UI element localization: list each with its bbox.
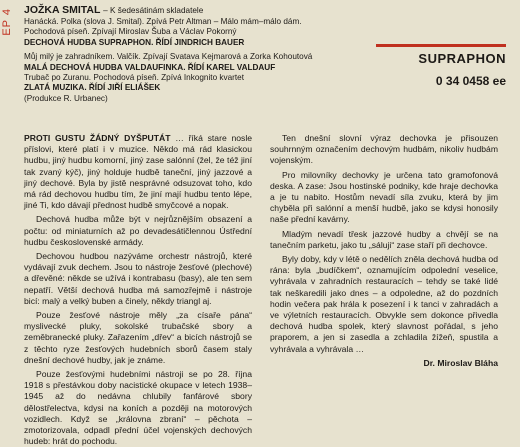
performer-a: DECHOVÁ HUDBA SUPRAPHON. ŘÍDÍ JINDRICH BAUER — [24, 37, 245, 47]
track-b2-title: Trubač po Zuranu. Pochodová píseň. Zpívá Inkognito kvartet — [24, 73, 244, 83]
author-signature: Dr. Miroslav Bláha — [423, 357, 498, 368]
production-credit: (Produkce R. Urbanec) — [24, 93, 108, 103]
composer-dedication: – K šedesátinám skladatele — [103, 6, 204, 15]
label-name: SUPRAPHON — [418, 51, 506, 66]
paragraph-1-text: … říká stare nosle příslovi, které platí i v muzice. Někdo má rád klasickou hudbu, jiný hudbu komorní, jiný zase salónní (žel, že též jiní tak zvaný kýč), jiný holduje hudbě taneční, jiný jazzové a jiný dechové. Byla by jistě nesprávné odsuzovat toho, kdo má rád dechovou hudbu tím, že jiní mají hudbu tento lépe, jiné Ti, kdo dávají přednost hudbě smyčcové a nopak. — [24, 133, 253, 211]
paragraph-7: Pro milovníky dechovky je určena tato gramofonová deska. A zase: Jsou hostinské podniky, kde hraje dechovka a je tu nabito. Hostům nevadí síla zvuku, která by jim chyběla při salónní a menší hudbě, jako se kdysi honosily naše přední kavárny. — [270, 169, 498, 225]
paragraph-8: Mladým nevadí třesk jazzové hudby a chvějí se na tanečním parketu, jako tu „sáluji“ zase staří při dechovce. — [270, 228, 498, 250]
paragraph-5: Pouze žesťovými hudebními nástroji se po 28. října 1918 s přestávkou doby nacistické okupace v letech 1938–1945 až do nedávna chlubily fanfárové sbory dělostřelectva, kdysi na koních a později na motorových vozidlech. Když se „královna zbraní“ – pěchota – zmotorizovala, odpadl přední účel vojenských dechových hudeb: hrát do pochodu. — [24, 369, 252, 447]
track-a1-title: Hanácká. Polka (slova J. Smital). Zpívá Petr Altman – Málo mám–málo dám. — [24, 17, 302, 26]
label-rule — [376, 44, 506, 47]
liner-notes-column-right — [270, 133, 498, 400]
composer-name: JOŽKA SMITAL — [24, 4, 101, 16]
track-b1-title: Můj milý je zahradníkem. Valčík. Zpívají Svatava Kejmarová a Zorka Kohoutová — [24, 52, 313, 62]
article-headline: PROTI GUSTU ŽÁDNÝ DYŠPUTÁT — [24, 133, 171, 143]
performer-b2: ZLATÁ MUZIKA. ŘÍDÍ JIŘÍ ELIÁŠEK — [24, 83, 161, 93]
side-code: EP 4 — [1, 8, 13, 36]
paragraph-3: Dechovou hudbou nazýváme orchestr nástrojů, které vydávají zvuk dechem. Jsou to nástroje žesťové (plechové) a dřevěné: někde se užívá i kontrabasu (basy), ale ten sem nepatří. Větší dechová hudba má samozřejmě i nástroje bicí: malý a velký buben a činely, někdy triangl aj. — [24, 251, 252, 306]
performer-b1: MALÁ DECHOVÁ HUDBA VALDAUFINKA. ŘÍDÍ KAREL VALDAUF — [24, 62, 276, 72]
catalog-number: 0 34 0458 ee — [435, 74, 506, 88]
paragraph-9: Byly doby, kdy v létě o nedělích zněla dechová hudba od rána: byla „budíčkem“, oznamujícím odpolední veselice, vyhrávala v zahradních restauracích – tehdy se také lidé tak neškaredili jako dnes – a odpoledne, až do pozdních hodin večera pak hrála k posezení i k tanci v zahradách a ve výletních restauracích. Obvykle sem dokonce přivedla dechová hudba spolek, který slavnost pořádal, s jeho praporem, a jen si zasedla a zchladila žížeň, spustila a vyhrávala a vyhrávala … — [270, 254, 498, 354]
paragraph-1 — [24, 133, 252, 211]
liner-notes — [24, 133, 514, 447]
paragraph-4: Pouze žesťové nástroje měly „za císaře pána“ myslivecké pluky, sokolské trubačské sbory a zeměbranecké pluky. Zařazením „dřev“ a bicích nástrojů se z těchto ryze žesťových hudebních sborů časem staly dnešní dechové hudby, jak je známe. — [24, 310, 252, 365]
liner-notes-column-left — [24, 133, 253, 447]
paragraph-2: Dechová hudba může být v nejrůznějším obsazení a počtu: od miniaturních až po devadesátičlennou Ústřední hudbu československé armády. — [24, 214, 252, 247]
tracklist-header — [24, 4, 364, 104]
track-a2-title: Pochodová píseň. Zpívají Miroslav Šuba a Václav Pokorný — [24, 27, 237, 37]
paragraph-6: Ten dnešní slovní výraz dechovka je přisouzen souhrnným označením dechovým hudbám, nikoliv hudbám vojenským. — [270, 133, 498, 166]
label-block — [376, 44, 506, 88]
composer-line — [24, 4, 364, 17]
